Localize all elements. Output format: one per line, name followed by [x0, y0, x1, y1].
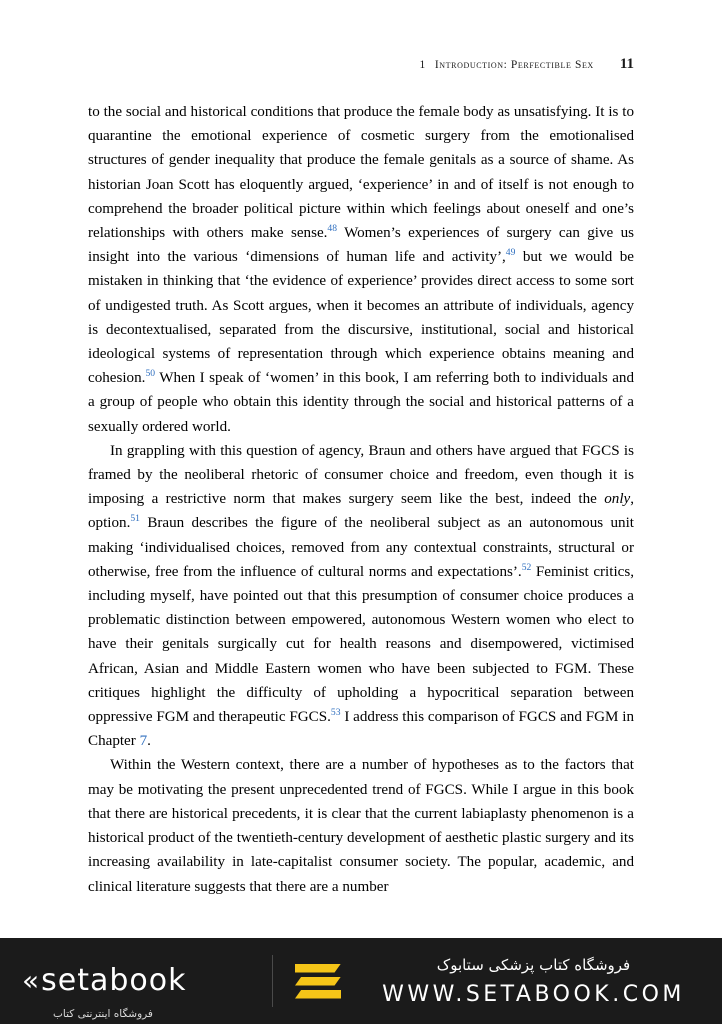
logo-bar-top	[295, 964, 341, 973]
text-run: In grappling with this question of agency, Braun and others have argued that FGCS is framed by the neoliberal rhetoric of consumer choice and freedom, even though it is imposing a restrictive norm that makes surgery seem like the best, indeed the	[88, 442, 634, 508]
text-run: I address this comparison of FGCS and FGM in Chapter	[88, 709, 634, 750]
watermark-footer	[0, 938, 722, 1024]
emphasis-text: only	[604, 491, 631, 508]
page-folio: 11	[619, 56, 634, 72]
footnote-reference[interactable]: 49	[505, 247, 516, 259]
text-run: .	[147, 733, 151, 750]
footnote-reference[interactable]: 53	[330, 707, 341, 719]
footnote-reference[interactable]: 51	[130, 513, 140, 525]
running-head-title: Introduction: Perfectible Sex	[434, 59, 594, 71]
text-run: Feminist critics, including myself, have pointed out that this presumption of consumer choice produces a problematic distinction between empowered, autonomous Western women who elect to have their genitals surgically cut for health reasons and disempowered, victimised African, Asian and Middle Eastern women who have been subjected to FGM. These critiques highlight the difficulty of upholding a hypocritical separation between oppressive FGM and therapeutic FGCS.	[88, 563, 634, 726]
logo-bar-middle	[295, 977, 341, 986]
text-run: Braun describes the figure of the neoliberal subject as an autonomous unit making ‘individualised choices, removed from any contextual constraints, structural or otherwise, free from the influence of cultural norms and expectations’.	[88, 515, 634, 580]
logo-mark-icon	[283, 964, 353, 999]
brand-right	[367, 956, 700, 1007]
brand-left	[22, 963, 272, 1020]
footnote-reference[interactable]: 50	[145, 368, 156, 380]
text-run: , option.	[88, 491, 634, 532]
brand-tagline: فروشگاه اینترنتی کتاب	[53, 1008, 153, 1020]
brand-persian-title: فروشگاه کتاب پزشکی ستابوک	[436, 955, 631, 974]
running-head	[88, 56, 634, 73]
body-text	[88, 100, 634, 899]
chevron-left-icon: «	[22, 964, 40, 997]
footer-divider	[272, 955, 273, 1007]
text-run: Within the Western context, there are a number of hypotheses as to the factors that may be motivating the present unprecedented trend of FGCS. While I argue in this book that there are historical precedents, it is clear that the current labiaplasty phenomenon is a historical product of the twentieth-century development of aesthetic plastic surgery and its increasing availability in late-capitalist consumer society. The popular, academic, and clinical literature suggests that there are a number	[88, 757, 634, 895]
footnote-reference[interactable]: 52	[521, 561, 532, 573]
footnote-reference[interactable]: 48	[327, 222, 338, 234]
running-head-chapter-number: 1	[419, 59, 426, 71]
brand-website-url: WWW.SETABOOK.COM	[382, 981, 685, 1007]
paragraph	[88, 753, 634, 898]
text-run: Women’s experiences of surgery can give us insight into the various ‘dimensions of human life and activity’,	[88, 225, 634, 266]
brand-logotype: setabook	[41, 963, 187, 998]
text-run: When I speak of ‘women’ in this book, I am referring both to individuals and a group of people who obtain this identity through the social and historical patterns of a sexually ordered world.	[88, 370, 634, 435]
paragraph	[88, 439, 634, 754]
chapter-cross-reference[interactable]: 7	[139, 733, 148, 750]
paragraph	[88, 100, 634, 439]
logo-bar-bottom	[295, 990, 341, 999]
text-run: to the social and historical conditions that produce the female body as unsatisfying. It is to quarantine the emotional experience of cosmetic surgery from the emotionalised structures of gender inequality that produce the female genitals as a source of shame. As historian Joan Scott has eloquently argued, ‘experience’ in and of itself is not enough to comprehend the broader political picture within which feelings about oneself and one’s relationships with others make sense.	[88, 104, 634, 242]
text-run: but we would be mistaken in thinking that ‘the evidence of experience’ provides direct access to some sort of undigested truth. As Scott argues, when it becomes an attribute of individuals, agency is decontextualised, separated from the discursive, institutional, social and historical ideological systems of representation through which experience obtains meaning and cohesion.	[88, 249, 635, 387]
